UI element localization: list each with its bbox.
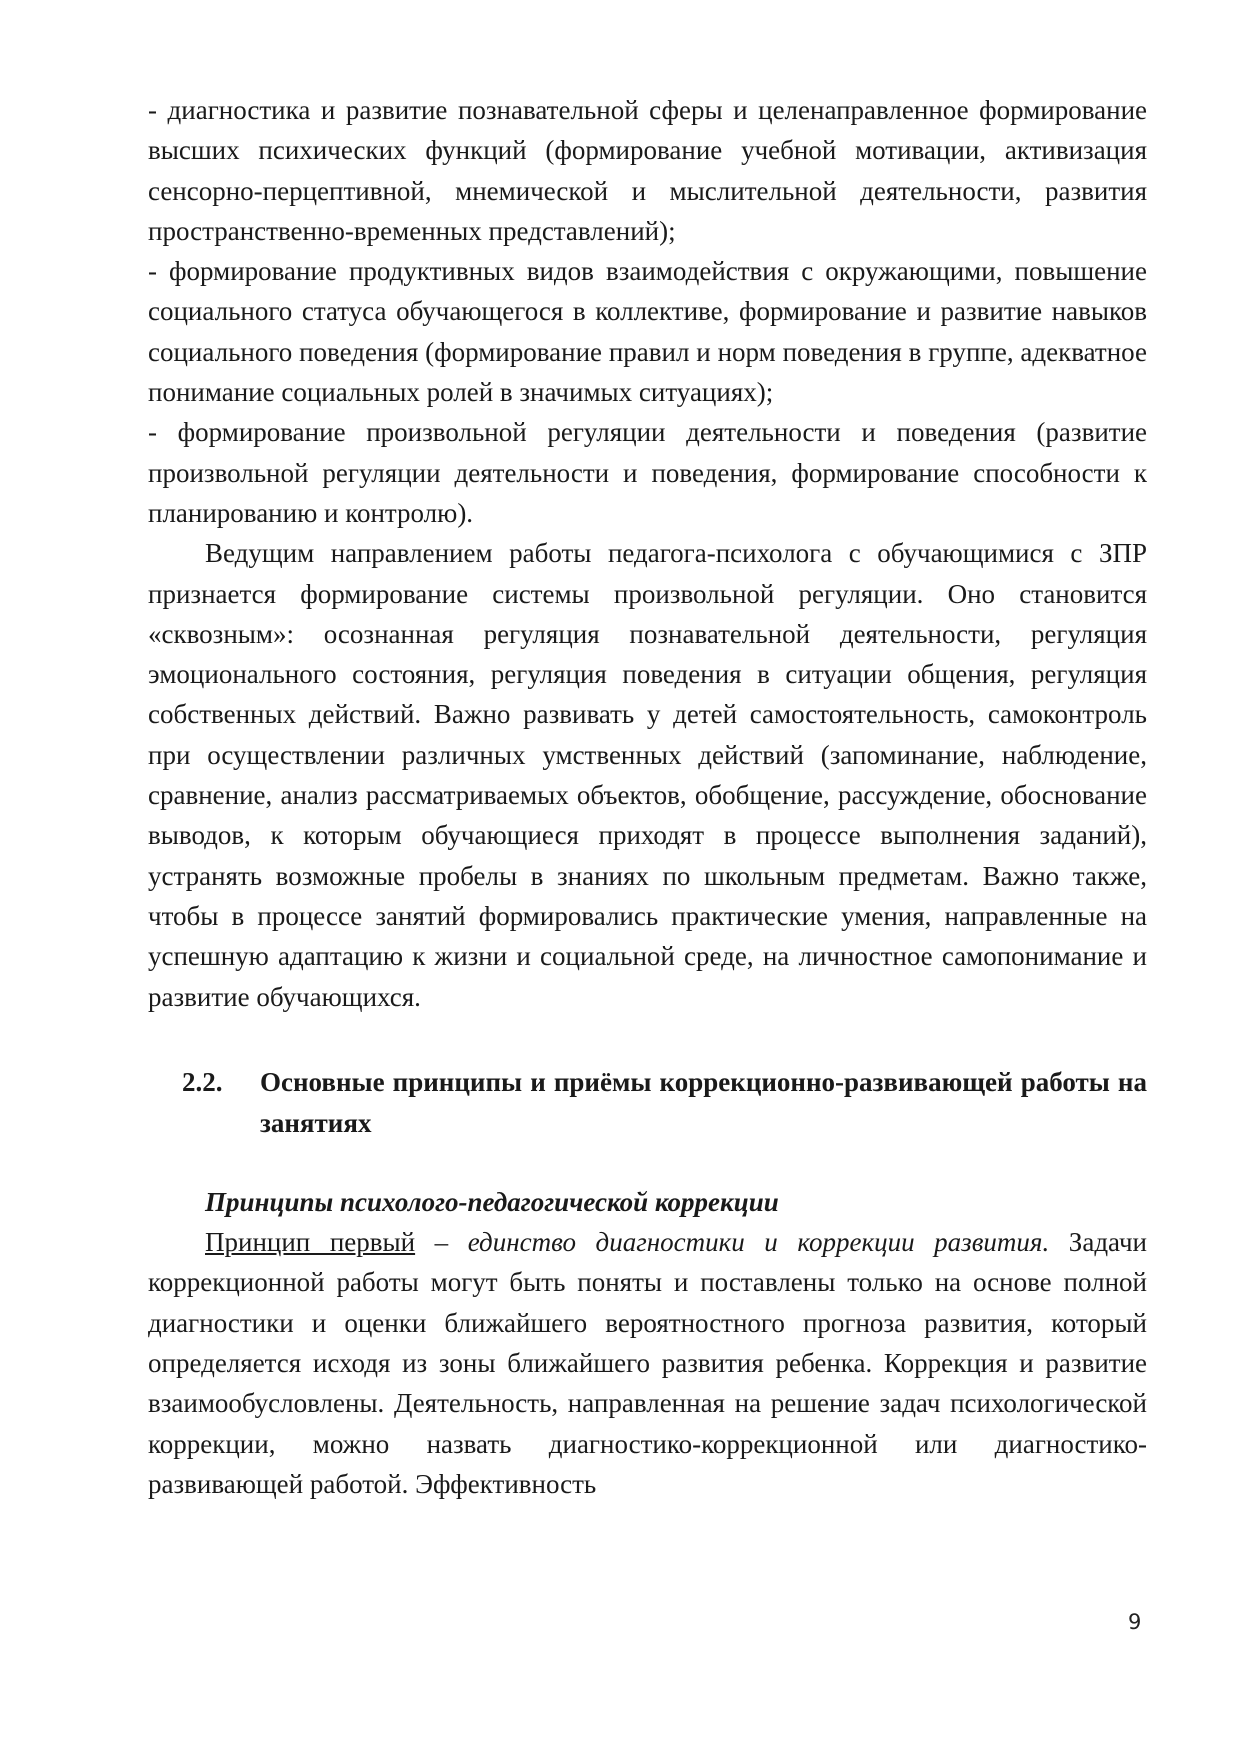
section-title: Основные принципы и приёмы коррекционно-развивающей работы на занятиях	[260, 1066, 1147, 1138]
list-item: - диагностика и развитие познавательной сферы и целенаправленное формирование высших психических функций (формирование учебной мотивации, активизация сенсорно-перцептивной, мнемической и мыслительной деятельности, развития пространственно-временных представлений);	[148, 95, 1147, 246]
document-page	[148, 90, 1147, 1504]
body-paragraph: Ведущим направлением работы педагога-психолога с обучающимися с ЗПР признается формирование системы произвольной регуляции. Оно становится «сквозным»: осознанная регуляция познавательной деятельности, регуляция эмоционального состояния, регуляция поведения в ситуации общения, регуляция собственных действий. Важно развивать у детей самостоятельность, самоконтроль при осуществлении различных умственных действий (запоминание, наблюдение, сравнение, анализ рассматриваемых объектов, обобщение, рассуждение, обоснование выводов, к которым обучающиеся приходят в процессе выполнения заданий), устранять возможные пробелы в знаниях по школьным предметам. Важно также, чтобы в процессе занятий формировались практические умения, направленные на успешную адаптацию к жизни и социальной среде, на личностное самопонимание и развитие обучающихся.	[148, 538, 1147, 1012]
principle-dash: –	[415, 1227, 468, 1258]
section-number: 2.2.	[182, 1066, 223, 1097]
principle-text: Задачи коррекционной работы могут быть поняты и поставлены только на основе полной диагностики и оценки ближайшего вероятностного прогноза развития, который определяется исходя из зоны ближайшего развития ребенка. Коррекция и развитие взаимообусловлены. Деятельность, направленная на решение задач психологической коррекции, можно назвать диагностико-коррекционной или диагностико-развивающей работой. Эффективность	[148, 1227, 1147, 1499]
principle-label: Принцип первый	[205, 1227, 416, 1258]
subheading: Принципы психолого-педагогической коррекции	[205, 1186, 779, 1217]
principle-paragraph	[148, 1222, 1147, 1504]
section-heading	[182, 1062, 1147, 1144]
list-item: - формирование произвольной регуляции деятельности и поведения (развитие произвольной регуляции деятельности и поведения, формирование способности к планированию и контролю).	[148, 417, 1147, 528]
page-number: 9	[1128, 1610, 1142, 1634]
principle-name: единство диагностики и коррекции развития.	[467, 1227, 1050, 1258]
list-item: - формирование продуктивных видов взаимодействия с окружающими, повышение социального статуса обучающегося в коллективе, формирование и развитие навыков социального поведения (формирование правил и норм поведения в группе, адекватное понимание социальных ролей в значимых ситуациях);	[148, 256, 1147, 408]
